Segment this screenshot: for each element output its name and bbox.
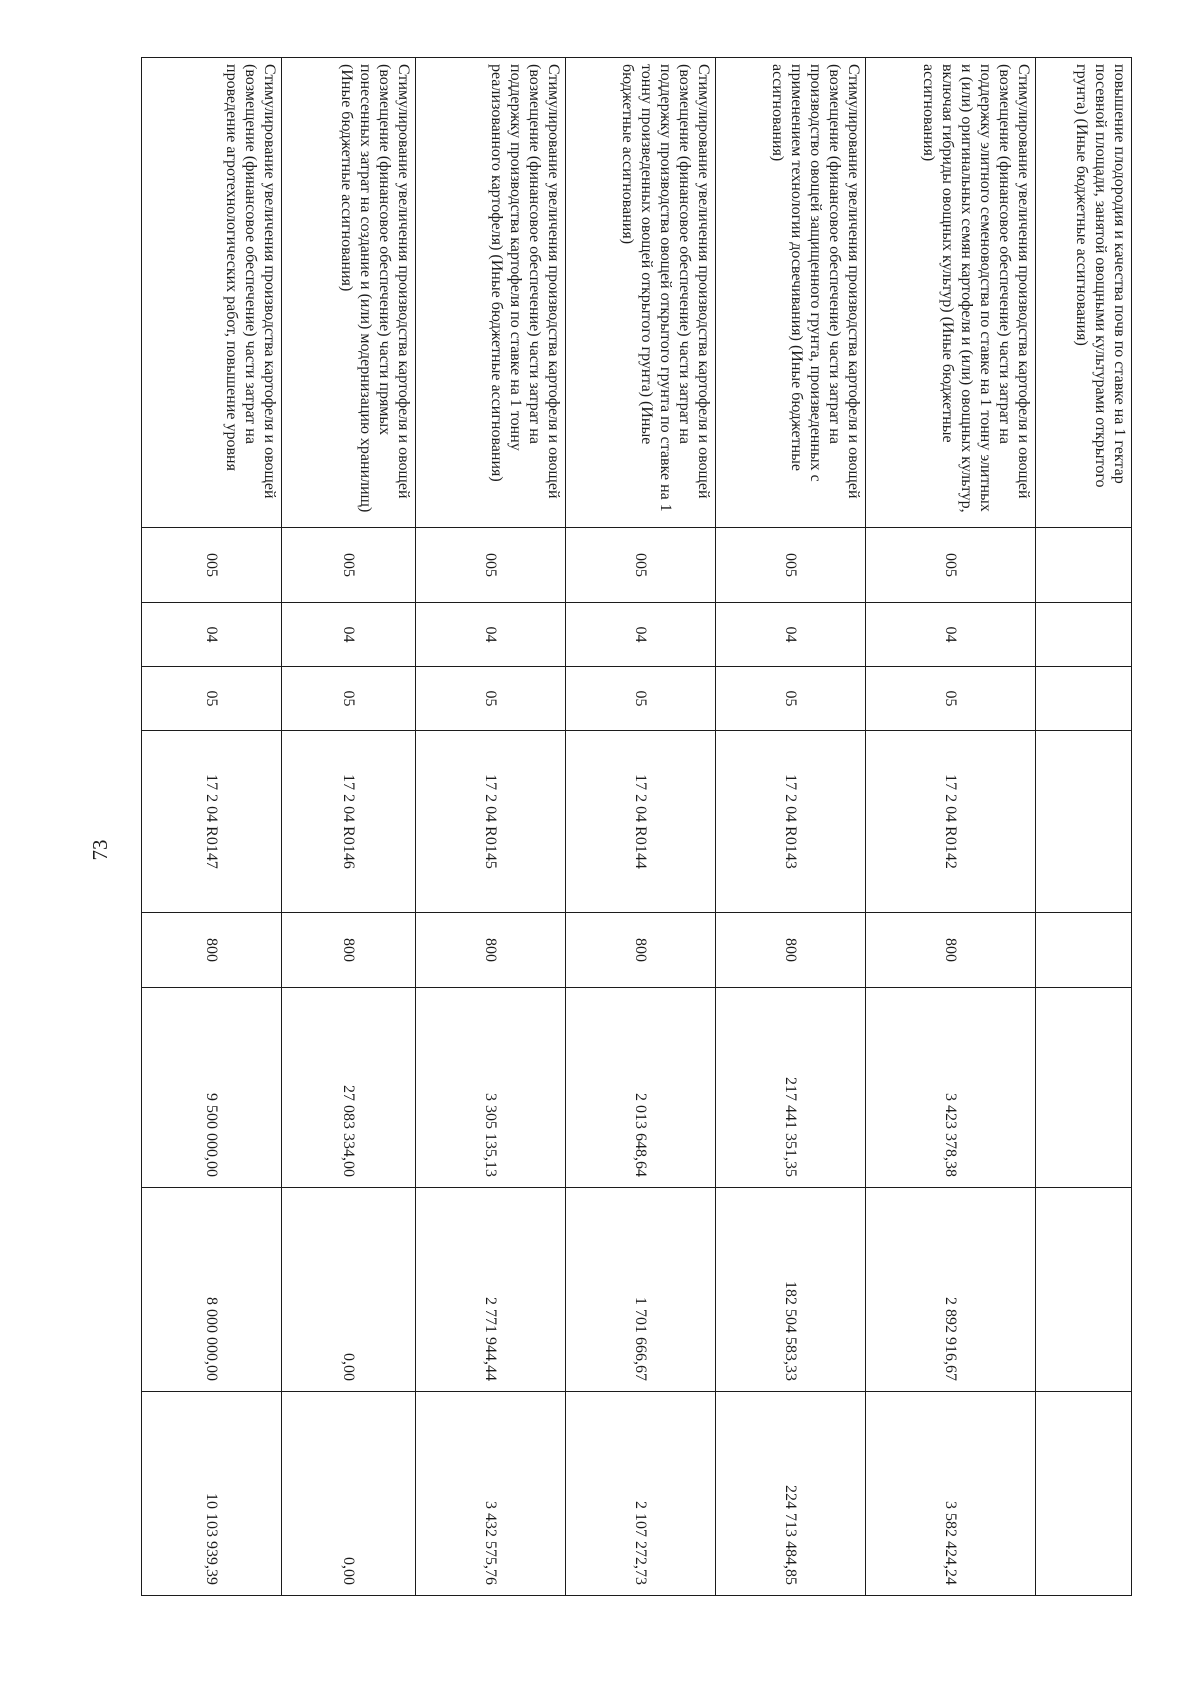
expense-type-code: 800 [866,913,1036,988]
table-row [416,58,566,1596]
row-name: повышение плодородия и качества почв по ставке на 1 гектар посевной площади, занятой овощными культурами открытого грунта) (Иные бюджетные ассигнования) [1036,58,1132,528]
ved-code: 005 [282,528,416,603]
ved-code: 005 [142,528,282,603]
amount-year-1: 3 423 378,38 [866,988,1036,1188]
amount-year-3: 3 432 575,76 [416,1392,566,1596]
subsection-code: 05 [566,667,716,731]
subsection-code: 05 [716,667,866,731]
target-article-code: 17 2 04 R0142 [866,731,1036,913]
row-name: Стимулирование увеличения производства картофеля и овощей (возмещение (финансовое обеспечение) части прямых понесенных затрат на создание и (или) модернизацию хранилищ) (Иные бюджетные ассигнования) [282,58,416,528]
row-name: Стимулирование увеличения производства картофеля и овощей (возмещение (финансовое обеспечение) части затрат на производство овощей защищенного грунта, произведенных с применением технологии досвечивания) (Иные бюджетные ассигнования) [716,58,866,528]
budget-table [141,57,1132,1596]
section-code: 04 [282,603,416,667]
target-article-code: 17 2 04 R0144 [566,731,716,913]
expense-type-code: 800 [716,913,866,988]
ved-code: 005 [866,528,1036,603]
expense-type-code [1036,913,1132,988]
subsection-code [1036,667,1132,731]
amount-year-1 [1036,988,1132,1188]
subsection-code: 05 [282,667,416,731]
row-name: Стимулирование увеличения производства картофеля и овощей (возмещение (финансовое обеспечение) части затрат на поддержку производства овощей открытого грунта по ставке на 1 тонну произведенных овощей открытого грунта) (Иные бюджетные ассигнования) [566,58,716,528]
page-number: 73 [88,839,112,861]
amount-year-3: 3 582 424,24 [866,1392,1036,1596]
ved-code: 005 [416,528,566,603]
amount-year-2: 8 000 000,00 [142,1188,282,1392]
ved-code: 005 [716,528,866,603]
subsection-code: 05 [142,667,282,731]
amount-year-2: 1 701 666,67 [566,1188,716,1392]
expense-type-code: 800 [282,913,416,988]
row-name: Стимулирование увеличения производства картофеля и овощей (возмещение (финансовое обеспечение) части затрат на поддержку элитного семеноводства по ставке на 1 тонну элитных и (или) оригинальных семян картофеля и (или) овощных культур, включая гибриды овощных культур) (Иные бюджетные ассигнования) [866,58,1036,528]
section-code: 04 [716,603,866,667]
amount-year-3 [1036,1392,1132,1596]
table-row [566,58,716,1596]
table-row [866,58,1036,1596]
table-row [282,58,416,1596]
amount-year-1: 3 305 135,13 [416,988,566,1188]
amount-year-1: 9 500 000,00 [142,988,282,1188]
table-row [1036,58,1132,1596]
amount-year-3: 224 713 484,85 [716,1392,866,1596]
amount-year-3: 0,00 [282,1392,416,1596]
amount-year-1: 217 441 351,35 [716,988,866,1188]
amount-year-2: 0,00 [282,1188,416,1392]
section-code [1036,603,1132,667]
target-article-code: 17 2 04 R0147 [142,731,282,913]
expense-type-code: 800 [142,913,282,988]
amount-year-1: 27 083 334,00 [282,988,416,1188]
amount-year-2: 2 892 916,67 [866,1188,1036,1392]
ved-code: 005 [566,528,716,603]
section-code: 04 [416,603,566,667]
amount-year-3: 2 107 272,73 [566,1392,716,1596]
amount-year-2: 182 504 583,33 [716,1188,866,1392]
expense-type-code: 800 [416,913,566,988]
target-article-code [1036,731,1132,913]
rotated-table-wrapper [128,57,1132,1595]
ved-code [1036,528,1132,603]
amount-year-2 [1036,1188,1132,1392]
amount-year-2: 2 771 944,44 [416,1188,566,1392]
subsection-code: 05 [866,667,1036,731]
section-code: 04 [866,603,1036,667]
target-article-code: 17 2 04 R0143 [716,731,866,913]
table-row [716,58,866,1596]
target-article-code: 17 2 04 R0145 [416,731,566,913]
expense-type-code: 800 [566,913,716,988]
subsection-code: 05 [416,667,566,731]
section-code: 04 [142,603,282,667]
target-article-code: 17 2 04 R0146 [282,731,416,913]
amount-year-1: 2 013 648,64 [566,988,716,1188]
row-name: Стимулирование увеличения производства картофеля и овощей (возмещение (финансовое обеспечение) части затрат на проведение агротехнологических работ, повышение уровня [142,58,282,528]
row-name: Стимулирование увеличения производства картофеля и овощей (возмещение (финансовое обеспечение) части затрат на поддержку производства картофеля по ставке на 1 тонну реализованного картофеля) (Иные бюджетные ассигнования) [416,58,566,528]
section-code: 04 [566,603,716,667]
amount-year-3: 10 103 939,39 [142,1392,282,1596]
table-row [142,58,282,1596]
